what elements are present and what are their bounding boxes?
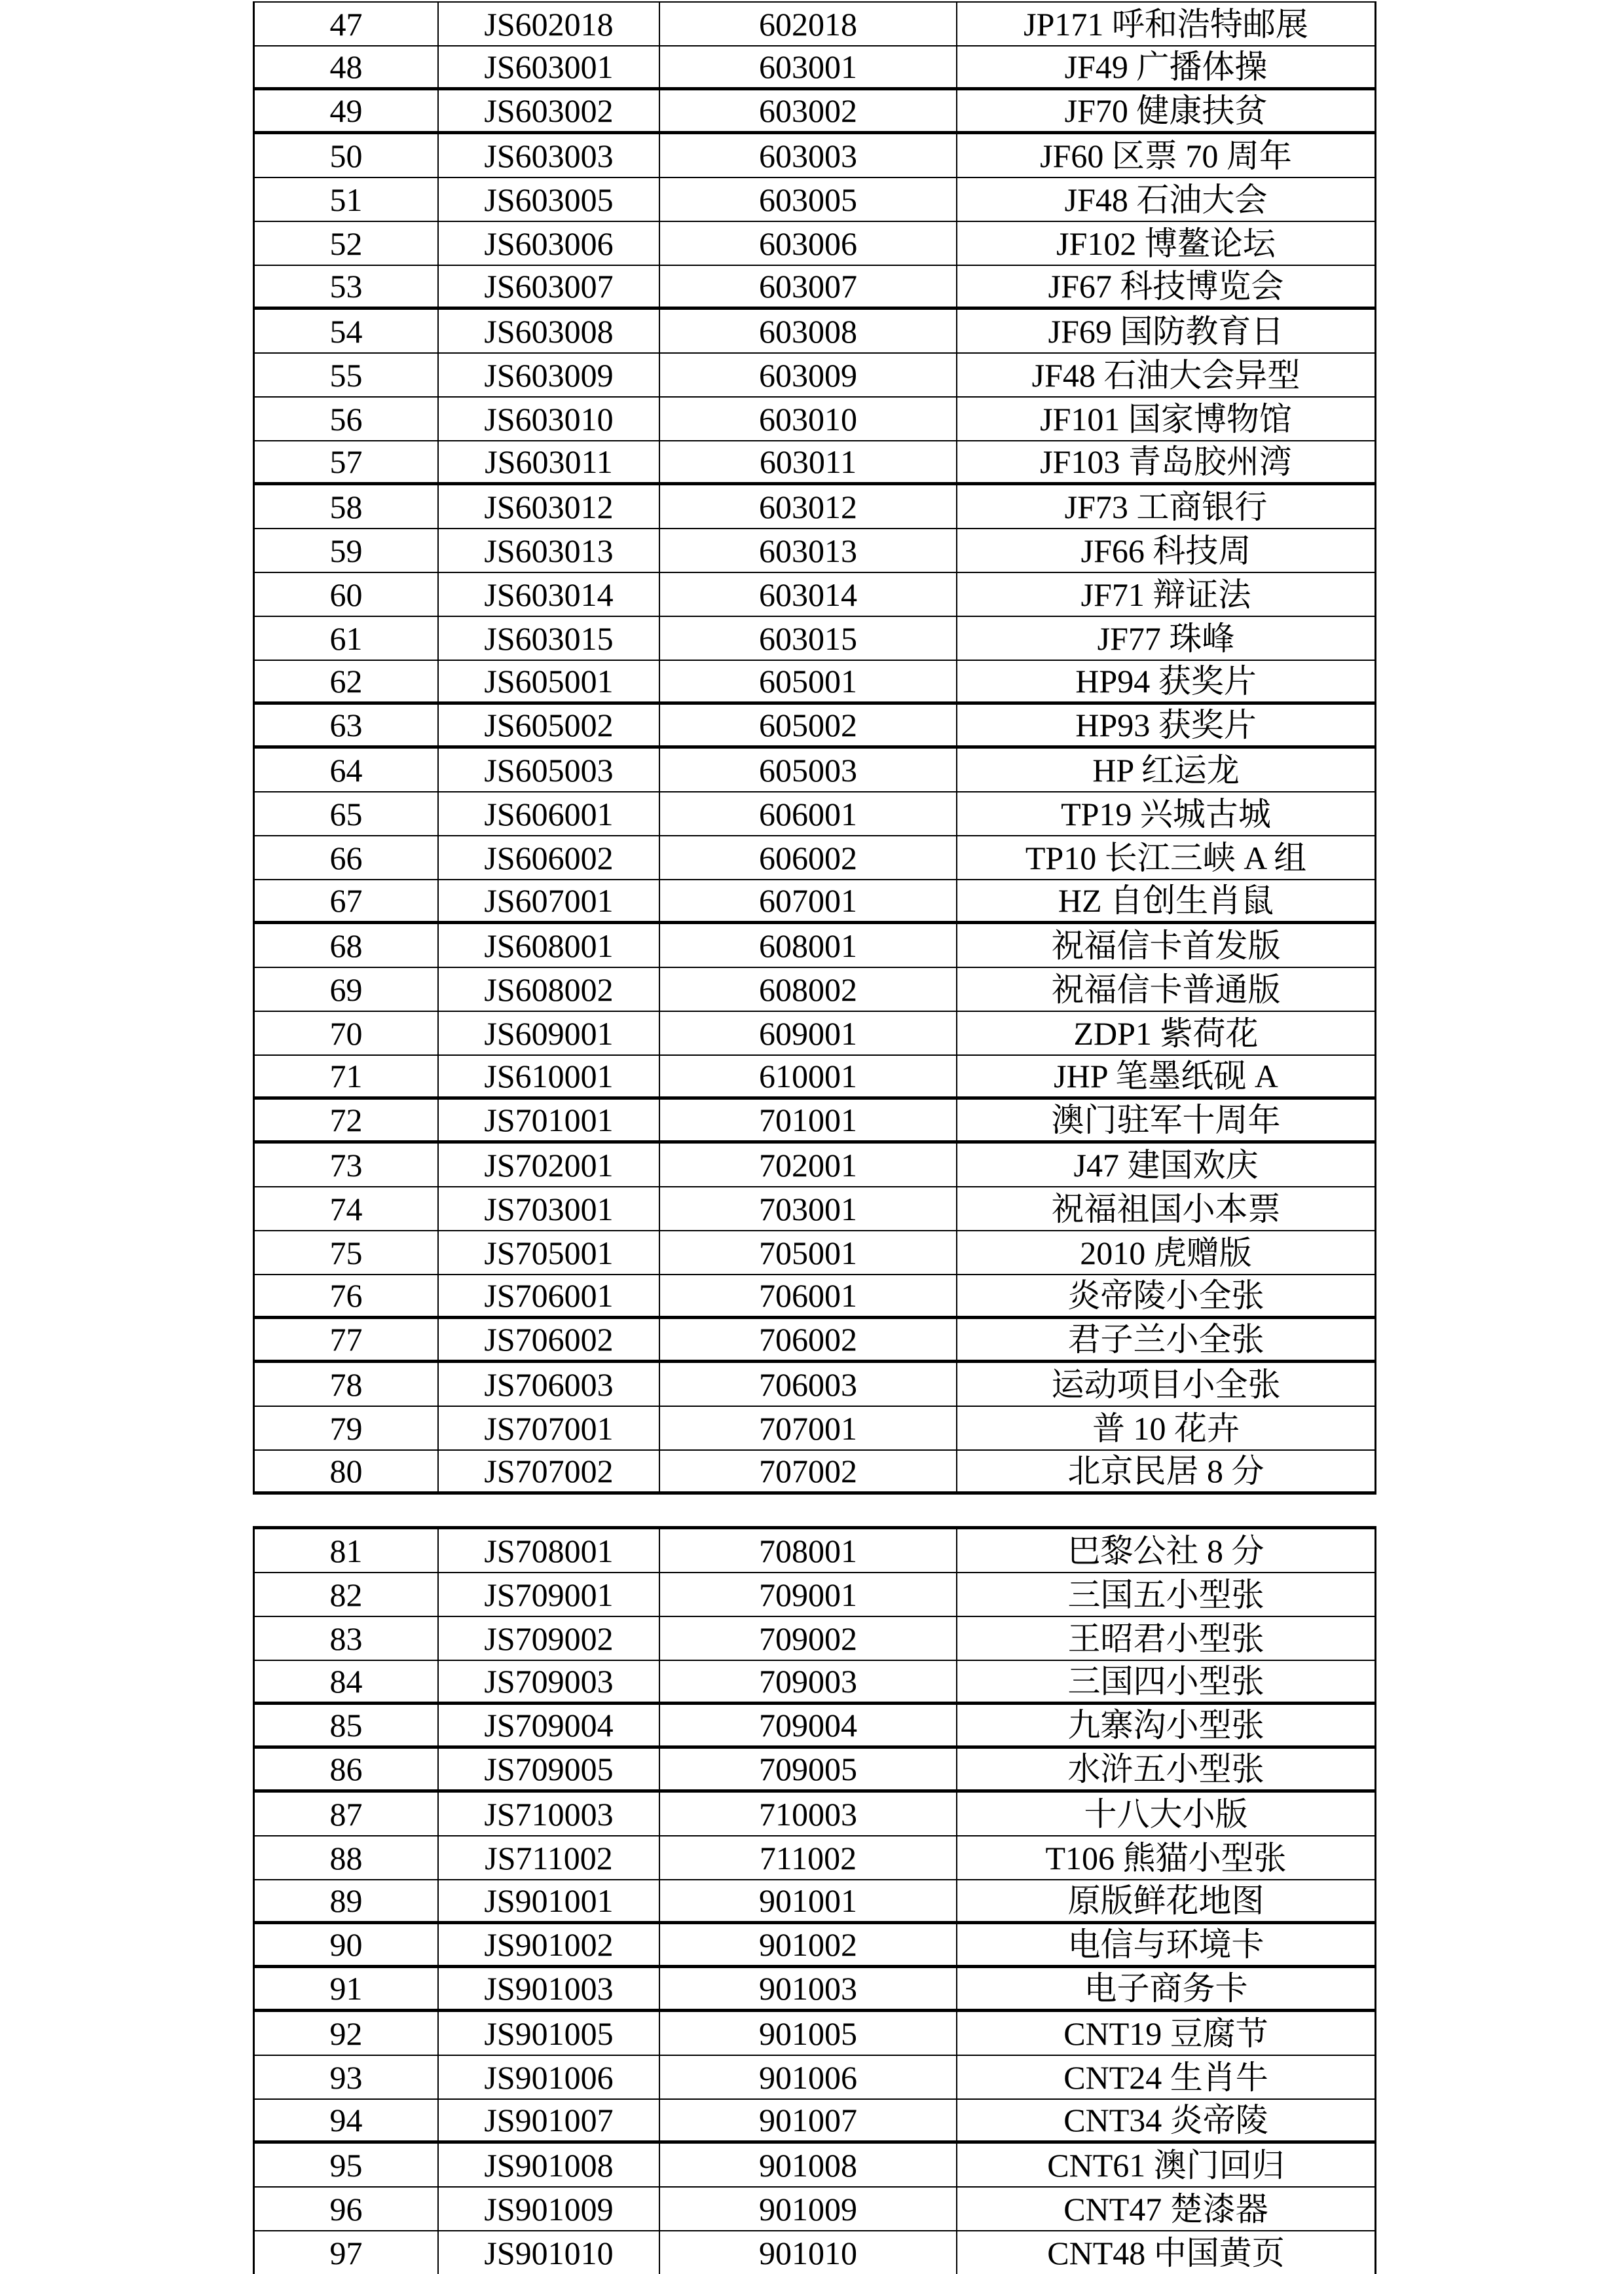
row-number-cell: 73 [255, 1144, 439, 1186]
js-code-cell: JS603008 [439, 310, 660, 352]
js-code-cell: JS605003 [439, 749, 660, 791]
item-name-cell: JF67 科技博览会 [1048, 268, 1284, 305]
row-number-cell: 85 [255, 1705, 439, 1745]
js-code-cell: JS609001 [439, 1012, 660, 1054]
item-code-cell: 606002 [660, 836, 957, 879]
row-number-cell: 66 [255, 836, 439, 879]
item-name-cell: CNT24 生肖牛 [1063, 2059, 1268, 2096]
table-row [255, 178, 1375, 222]
row-number-cell: 50 [255, 134, 439, 177]
table-row [255, 485, 1375, 529]
table-row [255, 2012, 1375, 2056]
js-code-cell: JS703001 [439, 1187, 660, 1230]
row-number-cell: 71 [255, 1056, 439, 1096]
js-code-cell: JS702001 [439, 1144, 660, 1186]
item-name-cell: 电子商务卡 [1084, 1970, 1248, 2007]
js-code-cell: JS610001 [439, 1056, 660, 1096]
js-code-cell: JS606001 [439, 792, 660, 835]
row-number-cell: 92 [255, 2012, 439, 2055]
item-name-cell: HP 红运龙 [1092, 751, 1240, 789]
item-name-cell: 王昭君小型张 [1067, 1620, 1264, 1657]
table-row [255, 573, 1375, 617]
table-row [255, 1012, 1375, 1056]
item-name-cell: CNT34 炎帝陵 [1063, 2102, 1268, 2138]
js-code-cell: JS603009 [439, 354, 660, 396]
item-code-cell: 603011 [660, 441, 957, 482]
row-number-cell: 53 [255, 266, 439, 307]
item-code-cell: 603013 [660, 529, 957, 572]
item-name-cell: 2010 虎赠版 [1080, 1234, 1252, 1271]
row-number-cell: 93 [255, 2056, 439, 2098]
table-row [255, 398, 1375, 441]
table-row [255, 1144, 1375, 1187]
row-number-cell: 59 [255, 529, 439, 572]
table-row [255, 310, 1375, 354]
row-number-cell: 62 [255, 661, 439, 701]
item-name-cell: 原版鲜花地图 [1067, 1882, 1264, 1919]
item-code-cell: 706002 [660, 1319, 957, 1360]
item-code-cell: 603007 [660, 266, 957, 307]
row-number-cell: 64 [255, 749, 439, 791]
js-code-cell: JS901007 [439, 2100, 660, 2140]
table-row [255, 2144, 1375, 2188]
item-code-cell: 901006 [660, 2056, 957, 2098]
row-number-cell: 55 [255, 354, 439, 396]
item-name-cell: 炎帝陵小全张 [1067, 1277, 1264, 1314]
row-number-cell: 57 [255, 441, 439, 482]
item-code-cell: 607001 [660, 880, 957, 921]
table-row [255, 1407, 1375, 1451]
item-name-cell: TP10 长江三峡 A 组 [1025, 839, 1307, 876]
js-code-cell: JS707001 [439, 1407, 660, 1449]
item-code-cell: 608002 [660, 968, 957, 1011]
item-name-cell: 君子兰小全张 [1067, 1321, 1264, 1358]
item-name-cell: 巴黎公社 8 分 [1067, 1532, 1264, 1569]
js-code-cell: JS708001 [439, 1529, 660, 1572]
js-code-cell: JS710003 [439, 1793, 660, 1835]
js-code-cell: JS901001 [439, 1880, 660, 1921]
row-number-cell: 86 [255, 1749, 439, 1789]
item-code-cell: 603009 [660, 354, 957, 396]
table-row [255, 2231, 1375, 2274]
table-row [255, 749, 1375, 792]
row-number-cell: 47 [255, 3, 439, 45]
item-name-cell: 电信与环境卡 [1067, 1926, 1264, 1963]
item-code-cell: 605001 [660, 661, 957, 701]
item-code-cell: 705001 [660, 1231, 957, 1274]
item-name-cell: JF102 博鳌论坛 [1056, 225, 1276, 262]
row-number-cell: 69 [255, 968, 439, 1011]
js-code-cell: JS706003 [439, 1363, 660, 1406]
js-code-cell: JS605002 [439, 705, 660, 745]
js-code-cell: JS603002 [439, 90, 660, 131]
table-row [255, 222, 1375, 266]
table-row [255, 1661, 1375, 1705]
js-code-cell: JS709005 [439, 1749, 660, 1789]
item-name-cell: JF103 青岛胶州湾 [1040, 443, 1292, 480]
item-code-cell: 901007 [660, 2100, 957, 2140]
item-name-cell: HP94 获奖片 [1075, 663, 1257, 699]
table-row [255, 3, 1375, 47]
table-row [255, 661, 1375, 705]
row-number-cell: 52 [255, 222, 439, 265]
row-number-cell: 94 [255, 2100, 439, 2140]
row-number-cell: 76 [255, 1275, 439, 1316]
item-code-cell: 706003 [660, 1363, 957, 1406]
js-code-cell: JS709001 [439, 1573, 660, 1616]
item-code-cell: 709003 [660, 1661, 957, 1702]
js-code-cell: JS607001 [439, 880, 660, 921]
item-code-cell: 901002 [660, 1924, 957, 1965]
item-code-cell: 610001 [660, 1056, 957, 1096]
stamp-list-table-upper [253, 1, 1376, 1495]
row-number-cell: 96 [255, 2188, 439, 2230]
row-number-cell: 87 [255, 1793, 439, 1835]
js-code-cell: JS603010 [439, 398, 660, 440]
item-name-cell: 三国五小型张 [1067, 1576, 1264, 1613]
js-code-cell: JS603006 [439, 222, 660, 265]
table-row [255, 1968, 1375, 2012]
item-code-cell: 708001 [660, 1529, 957, 1572]
item-code-cell: 603010 [660, 398, 957, 440]
item-name-cell: 祝福祖国小本票 [1051, 1190, 1281, 1227]
item-code-cell: 710003 [660, 1793, 957, 1835]
item-code-cell: 603001 [660, 47, 957, 87]
item-code-cell: 706001 [660, 1275, 957, 1316]
item-name-cell: 三国四小型张 [1067, 1663, 1264, 1700]
row-number-cell: 95 [255, 2144, 439, 2186]
item-name-cell: CNT47 楚漆器 [1063, 2190, 1268, 2227]
item-code-cell: 901008 [660, 2144, 957, 2186]
js-code-cell: JS709003 [439, 1661, 660, 1702]
item-code-cell: 603005 [660, 178, 957, 221]
item-code-cell: 605002 [660, 705, 957, 745]
row-number-cell: 67 [255, 880, 439, 921]
item-name-cell: JF70 健康扶贫 [1064, 92, 1268, 129]
item-code-cell: 603012 [660, 485, 957, 528]
item-name-cell: TP19 兴城古城 [1061, 795, 1271, 832]
item-name-cell: 普 10 花卉 [1092, 1409, 1240, 1447]
table-row [255, 1363, 1375, 1407]
item-name-cell: JHP 笔墨纸砚 A [1054, 1058, 1278, 1094]
item-name-cell: CNT61 澳门回归 [1047, 2146, 1285, 2184]
js-code-cell: JS602018 [439, 3, 660, 45]
table-row [255, 1880, 1375, 1924]
item-name-cell: J47 建国欢庆 [1073, 1146, 1259, 1184]
js-code-cell: JS705001 [439, 1231, 660, 1274]
item-name-cell: JF66 科技周 [1080, 532, 1251, 569]
item-code-cell: 603006 [660, 222, 957, 265]
item-name-cell: 九寨沟小型张 [1067, 1707, 1264, 1743]
row-number-cell: 54 [255, 310, 439, 352]
row-number-cell: 89 [255, 1880, 439, 1921]
item-name-cell: JF48 石油大会 [1064, 181, 1268, 218]
table-row [255, 1749, 1375, 1793]
item-name-cell: JF69 国防教育日 [1048, 312, 1284, 350]
table-row [255, 792, 1375, 836]
row-number-cell: 79 [255, 1407, 439, 1449]
item-name-cell: ZDP1 紫荷花 [1073, 1015, 1259, 1052]
js-code-cell: JS901005 [439, 2012, 660, 2055]
item-name-cell: HP93 获奖片 [1075, 707, 1257, 743]
js-code-cell: JS603003 [439, 134, 660, 177]
item-name-cell: 十八大小版 [1084, 1795, 1248, 1833]
table-row [255, 880, 1375, 924]
js-code-cell: JS707002 [439, 1451, 660, 1491]
item-name-cell: JF49 广播体操 [1064, 48, 1268, 85]
js-code-cell: JS709002 [439, 1617, 660, 1660]
row-number-cell: 77 [255, 1319, 439, 1360]
item-code-cell: 901009 [660, 2188, 957, 2230]
js-code-cell: JS603007 [439, 266, 660, 307]
item-name-cell: JF60 区票 70 周年 [1040, 137, 1292, 174]
item-name-cell: JF71 辩证法 [1080, 576, 1251, 613]
item-code-cell: 709002 [660, 1617, 957, 1660]
item-code-cell: 702001 [660, 1144, 957, 1186]
table-row [255, 617, 1375, 661]
item-name-cell: JF48 石油大会异型 [1031, 356, 1301, 394]
js-code-cell: JS706001 [439, 1275, 660, 1316]
row-number-cell: 75 [255, 1231, 439, 1274]
table-row [255, 441, 1375, 485]
table-row [255, 1451, 1375, 1495]
row-number-cell: 83 [255, 1617, 439, 1660]
row-number-cell: 56 [255, 398, 439, 440]
table-row [255, 1617, 1375, 1661]
item-name-cell: JF77 珠峰 [1097, 620, 1235, 657]
js-code-cell: JS901008 [439, 2144, 660, 2186]
item-name-cell: CNT48 中国黄页 [1047, 2234, 1285, 2271]
table-row [255, 1924, 1375, 1968]
table-row [255, 1275, 1375, 1319]
item-name-cell: JF101 国家博物馆 [1040, 400, 1292, 438]
table-row [255, 968, 1375, 1012]
stamp-list-table-lower [253, 1526, 1376, 2274]
table-row [255, 1529, 1375, 1573]
js-code-cell: JS901003 [439, 1968, 660, 2009]
js-code-cell: JS608001 [439, 924, 660, 967]
item-code-cell: 608001 [660, 924, 957, 967]
table-row [255, 836, 1375, 880]
row-number-cell: 78 [255, 1363, 439, 1406]
table-row [255, 1231, 1375, 1275]
table-row [255, 2056, 1375, 2100]
item-code-cell: 602018 [660, 3, 957, 45]
js-code-cell: JS605001 [439, 661, 660, 701]
item-name-cell: 水浒五小型张 [1067, 1751, 1264, 1787]
table-row [255, 924, 1375, 968]
item-code-cell: 707002 [660, 1451, 957, 1491]
js-code-cell: JS901006 [439, 2056, 660, 2098]
row-number-cell: 74 [255, 1187, 439, 1230]
table-row [255, 2188, 1375, 2231]
row-number-cell: 65 [255, 792, 439, 835]
item-code-cell: 703001 [660, 1187, 957, 1230]
item-code-cell: 901010 [660, 2231, 957, 2274]
table-row [255, 529, 1375, 573]
table-row [255, 1793, 1375, 1836]
item-code-cell: 901001 [660, 1880, 957, 1921]
row-number-cell: 68 [255, 924, 439, 967]
table-row [255, 1573, 1375, 1617]
js-code-cell: JS603012 [439, 485, 660, 528]
item-code-cell: 603014 [660, 573, 957, 616]
js-code-cell: JS901010 [439, 2231, 660, 2274]
item-name-cell: 澳门驻军十周年 [1051, 1102, 1281, 1138]
js-code-cell: JS901009 [439, 2188, 660, 2230]
table-row [255, 134, 1375, 178]
item-code-cell: 603008 [660, 310, 957, 352]
item-code-cell: 603003 [660, 134, 957, 177]
row-number-cell: 90 [255, 1924, 439, 1965]
item-code-cell: 701001 [660, 1100, 957, 1140]
row-number-cell: 88 [255, 1836, 439, 1879]
row-number-cell: 63 [255, 705, 439, 745]
item-name-cell: 祝福信卡普通版 [1051, 971, 1281, 1008]
js-code-cell: JS603001 [439, 47, 660, 87]
table-row [255, 1056, 1375, 1100]
row-number-cell: 81 [255, 1529, 439, 1572]
item-code-cell: 711002 [660, 1836, 957, 1879]
table-row [255, 1319, 1375, 1363]
js-code-cell: JS701001 [439, 1100, 660, 1140]
js-code-cell: JS608002 [439, 968, 660, 1011]
js-code-cell: JS706002 [439, 1319, 660, 1360]
item-name-cell: 祝福信卡首发版 [1051, 927, 1281, 964]
row-number-cell: 49 [255, 90, 439, 131]
item-name-cell: 北京民居 8 分 [1067, 1453, 1264, 1489]
item-name-cell: HZ 自创生肖鼠 [1058, 882, 1274, 919]
js-code-cell: JS603015 [439, 617, 660, 660]
item-code-cell: 901003 [660, 1968, 957, 2009]
table-row [255, 354, 1375, 398]
row-number-cell: 91 [255, 1968, 439, 2009]
table-row [255, 47, 1375, 90]
item-name-cell: 运动项目小全张 [1051, 1366, 1281, 1403]
item-name-cell: CNT19 豆腐节 [1063, 2015, 1268, 2052]
table-row [255, 266, 1375, 310]
table-row [255, 1100, 1375, 1144]
js-code-cell: JS603005 [439, 178, 660, 221]
item-code-cell: 709001 [660, 1573, 957, 1616]
item-name-cell: T106 熊猫小型张 [1045, 1839, 1287, 1876]
item-code-cell: 709005 [660, 1749, 957, 1789]
item-code-cell: 709004 [660, 1705, 957, 1745]
js-code-cell: JS709004 [439, 1705, 660, 1745]
row-number-cell: 48 [255, 47, 439, 87]
item-code-cell: 707001 [660, 1407, 957, 1449]
table-row [255, 90, 1375, 134]
table-row [255, 705, 1375, 749]
js-code-cell: JS606002 [439, 836, 660, 879]
js-code-cell: JS603011 [439, 441, 660, 482]
row-number-cell: 84 [255, 1661, 439, 1702]
js-code-cell: JS711002 [439, 1836, 660, 1879]
row-number-cell: 82 [255, 1573, 439, 1616]
row-number-cell: 72 [255, 1100, 439, 1140]
table-row [255, 2100, 1375, 2144]
item-code-cell: 901005 [660, 2012, 957, 2055]
row-number-cell: 97 [255, 2231, 439, 2274]
row-number-cell: 61 [255, 617, 439, 660]
item-code-cell: 603015 [660, 617, 957, 660]
js-code-cell: JS901002 [439, 1924, 660, 1965]
item-name-cell: JF73 工商银行 [1064, 488, 1268, 525]
row-number-cell: 60 [255, 573, 439, 616]
item-code-cell: 606001 [660, 792, 957, 835]
js-code-cell: JS603013 [439, 529, 660, 572]
row-number-cell: 80 [255, 1451, 439, 1491]
item-name-cell: JP171 呼和浩特邮展 [1024, 5, 1308, 43]
table-row [255, 1187, 1375, 1231]
row-number-cell: 70 [255, 1012, 439, 1054]
item-code-cell: 605003 [660, 749, 957, 791]
row-number-cell: 58 [255, 485, 439, 528]
table-row [255, 1836, 1375, 1880]
row-number-cell: 51 [255, 178, 439, 221]
js-code-cell: JS603014 [439, 573, 660, 616]
item-code-cell: 609001 [660, 1012, 957, 1054]
table-row [255, 1705, 1375, 1749]
item-code-cell: 603002 [660, 90, 957, 131]
